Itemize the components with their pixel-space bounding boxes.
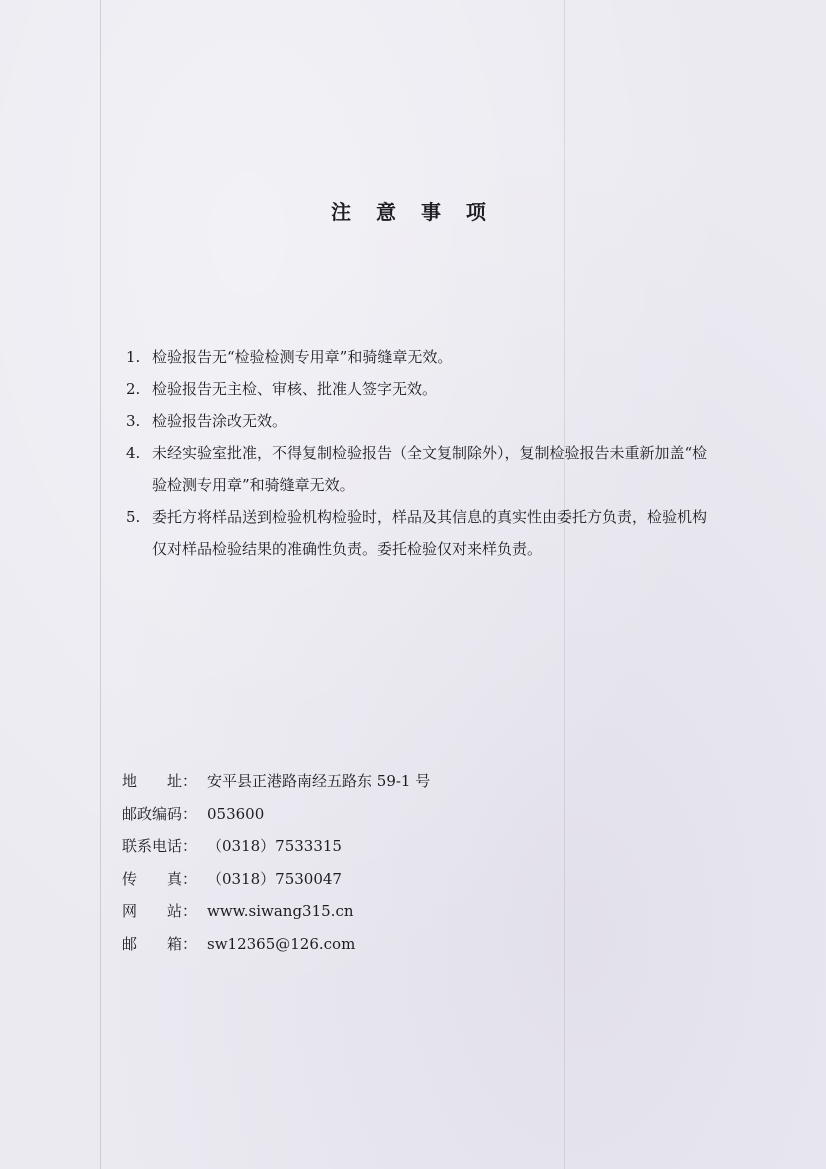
note-item xyxy=(126,341,726,373)
contact-row-postcode xyxy=(122,798,430,831)
contact-label: 邮 箱： xyxy=(122,934,198,953)
contact-value: 安平县正港路南经五路东 59-1 号 xyxy=(207,772,431,790)
notes-list xyxy=(126,341,726,565)
note-item xyxy=(126,373,726,405)
contact-row-phone xyxy=(122,830,430,863)
note-item xyxy=(126,501,726,565)
contact-value: 053600 xyxy=(207,804,265,823)
contact-info xyxy=(122,765,430,960)
note-number: 4. xyxy=(126,444,141,462)
note-text: 未经实验室批准，不得复制检验报告（全文复制除外），复制检验报告未重新加盖“检验检测专用章”和骑缝章无效。 xyxy=(152,444,708,494)
contact-label: 网 站： xyxy=(122,902,198,920)
fold-line-left xyxy=(100,0,101,1169)
contact-row-website xyxy=(122,895,430,928)
contact-label: 邮政编码： xyxy=(122,804,198,823)
contact-row-fax xyxy=(122,863,430,896)
note-number: 2. xyxy=(126,380,141,398)
contact-row-address xyxy=(122,765,430,798)
note-number: 1. xyxy=(126,348,141,366)
note-text: 委托方将样品送到检验机构检验时，样品及其信息的真实性由委托方负责，检验机构仅对样品检验结果的准确性负责。委托检验仅对来样负责。 xyxy=(152,508,708,558)
note-number: 3. xyxy=(126,412,141,430)
note-number: 5. xyxy=(126,508,141,526)
contact-value: （0318）7533315 xyxy=(207,837,342,855)
note-item xyxy=(126,405,726,437)
contact-value: （0318）7530047 xyxy=(207,869,342,888)
contact-value: www.siwang315.cn xyxy=(207,902,354,920)
note-text: 检验报告无主检、审核、批准人签字无效。 xyxy=(152,380,438,398)
contact-label: 地 址： xyxy=(122,772,198,790)
contact-value: sw12365@126.com xyxy=(207,934,356,953)
note-text: 检验报告涂改无效。 xyxy=(152,412,288,430)
note-item xyxy=(126,437,726,501)
contact-label: 传 真： xyxy=(122,869,198,888)
contact-label: 联系电话： xyxy=(122,837,198,855)
page-title: 注 意 事 项 xyxy=(331,200,495,224)
fold-line-right xyxy=(564,0,565,1169)
note-text: 检验报告无“检验检测专用章”和骑缝章无效。 xyxy=(152,348,453,366)
contact-row-email xyxy=(122,928,430,961)
